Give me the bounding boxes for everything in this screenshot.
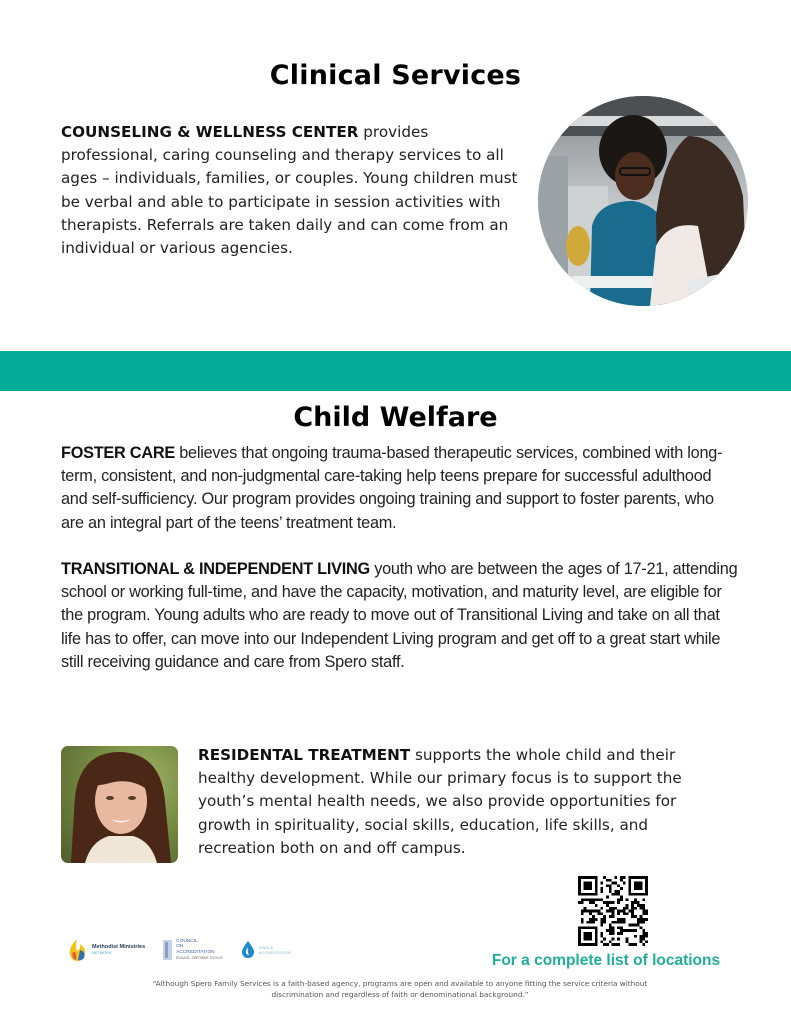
coa-line-2: ON [176, 944, 184, 950]
transitional-living-body: youth who are between the ages of 17-21, attending school or working full-time, and have the capacity, motivation, and maturity level, are eligible for the program. Young adults who are ready to move out of Transitional Living and take on all that life has to offer, can move into our Independent Living program and get off to a great start while still receiving guidance and care from Spero staff. [61, 560, 738, 671]
child-welfare-heading: Child Welfare [293, 402, 498, 433]
counseling-photo [538, 96, 748, 306]
section-divider-band [0, 351, 791, 391]
foster-care-description [61, 442, 736, 535]
clinical-services-heading: Clinical Services [269, 60, 522, 91]
council-on-accreditation-logo [163, 939, 223, 961]
residential-treatment-body: supports the whole child and their healthy development. While our primary focus is to support the youth’s mental health needs, we also provide opportunities for growth in spirituality, social skills, education, life skills, and recreation both on and off campus. [198, 746, 682, 857]
qr-code-icon [578, 876, 648, 946]
single-accreditation-line-2: ACCREDITATION [258, 950, 291, 955]
single-accreditation-logo [241, 941, 291, 959]
foster-care-body: believes that ongoing trauma-based therapeutic services, combined with long-term, consistent, and non-judgmental care-taking help teens prepare for successful adulthood and self-sufficiency. Our program provides ongoing training and support to foster parents, who are an integral part of the teens’ treatment team. [61, 444, 723, 532]
transitional-living-lead: TRANSITIONAL & INDEPENDENT LIVING [61, 560, 370, 578]
residential-photo-illustration [61, 746, 178, 863]
counseling-description [61, 121, 521, 260]
foster-care-lead: FOSTER CARE [61, 444, 175, 462]
residential-treatment-description [198, 744, 718, 860]
coa-tagline: ENGAGE. EMPOWER. EVOLVE [176, 955, 223, 960]
accreditation-logos [66, 936, 291, 964]
locations-qr-code[interactable] [578, 876, 648, 946]
counseling-body: provides professional, caring counseling and therapy services to all ages – individuals, families, or couples. Young children must be verbal and able to participate in session activities with therapists. Referrals are taken daily and can come from an individual or various agencies. [61, 123, 518, 258]
methodist-ministries-name: Methodist Ministries [92, 944, 146, 950]
methodist-ministries-sub: NETWORK [92, 951, 112, 955]
locations-caption: For a complete list of locations [491, 952, 721, 969]
flame-icon [66, 938, 88, 962]
residential-treatment-lead: RESIDENTAL TREATMENT [198, 746, 411, 764]
water-drop-icon [241, 941, 255, 959]
transitional-living-description [61, 558, 741, 674]
single-accreditation-line-1: SINGLE [258, 945, 274, 950]
non-discrimination-disclaimer: “Although Spero Family Services is a faith-based agency, programs are open and available to anyone fitting the service criteria without discrimination and regardless of faith or denominational background.” [152, 979, 648, 999]
counseling-photo-illustration [538, 96, 748, 306]
coa-emblem-icon [163, 940, 172, 960]
coa-line-3: ACCREDITATION [176, 949, 215, 955]
residential-photo [61, 746, 178, 863]
counseling-lead: COUNSELING & WELLNESS CENTER [61, 123, 359, 141]
methodist-ministries-logo [66, 938, 145, 962]
coa-line-1: COUNCIL [176, 939, 198, 945]
